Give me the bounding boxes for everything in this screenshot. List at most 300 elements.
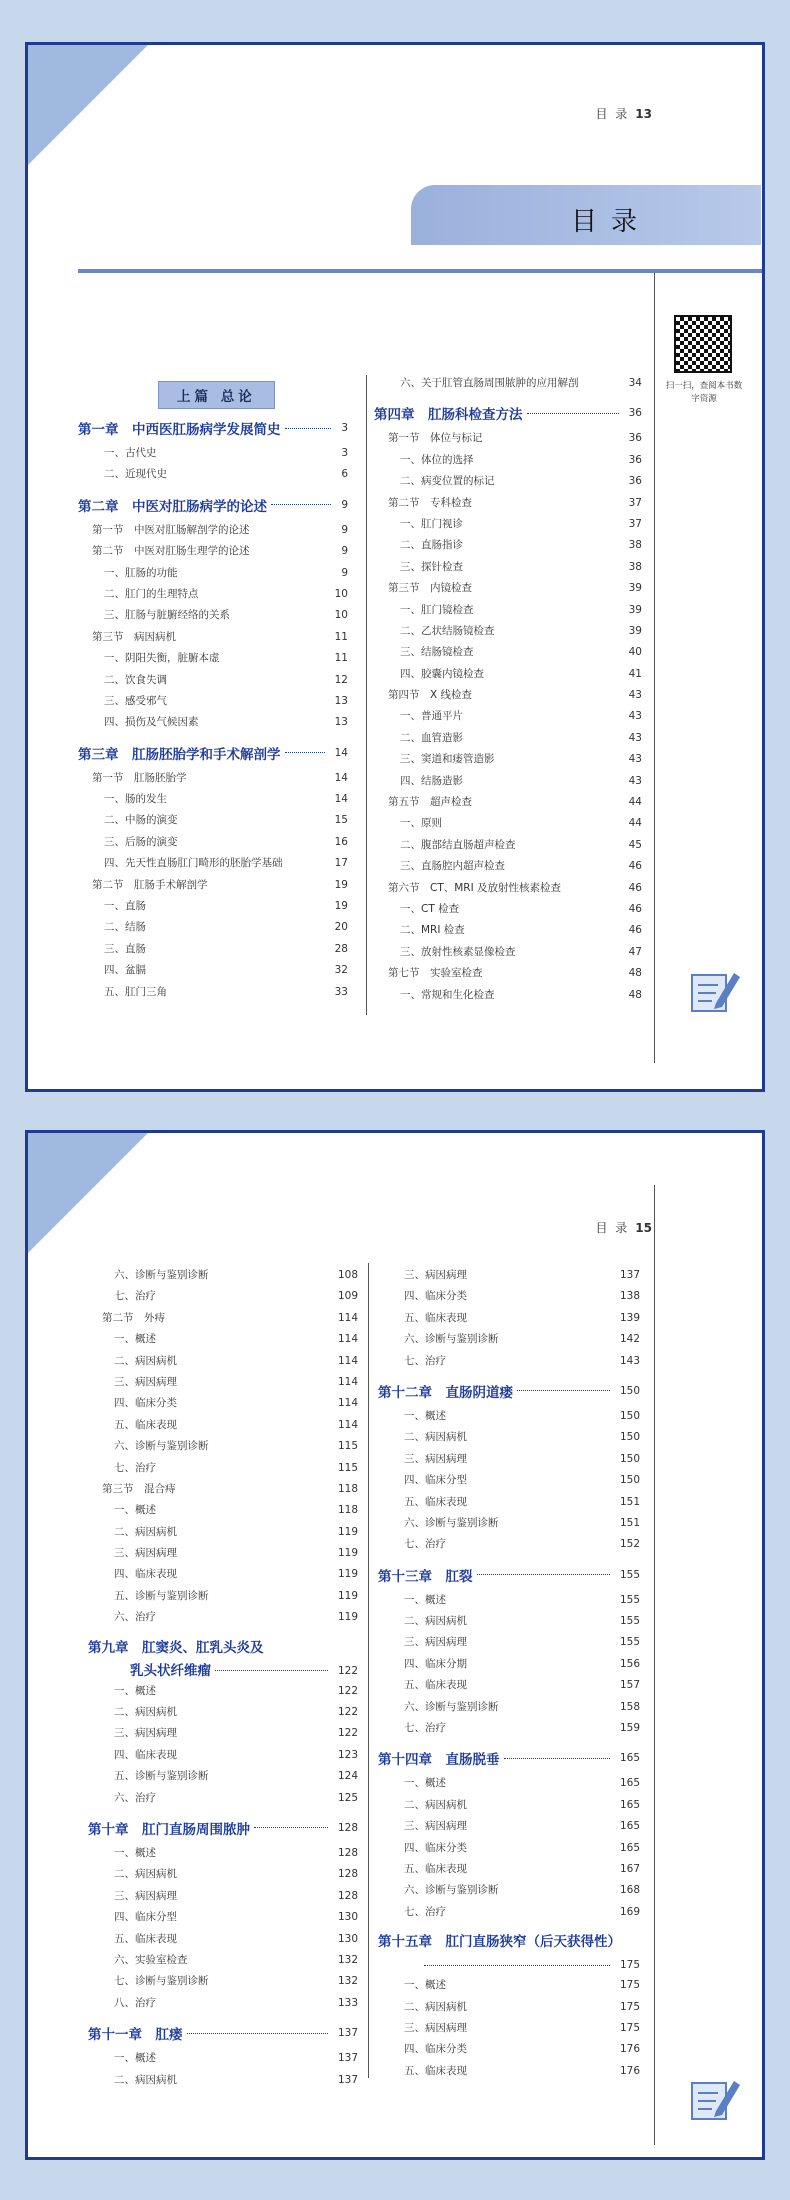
toc-entry-page: 128 — [337, 1868, 358, 1881]
toc-item[interactable] — [88, 1790, 358, 1811]
dot-leader — [285, 428, 332, 429]
toc-chapter[interactable] — [78, 736, 348, 770]
toc-section[interactable] — [78, 543, 348, 564]
toc-section[interactable] — [374, 430, 642, 451]
toc-section[interactable] — [78, 629, 348, 650]
toc-entry-page: 43 — [628, 774, 642, 787]
toc-entry-title: 第一章 中西医肛肠病学发展简史 — [78, 422, 281, 438]
toc-item[interactable] — [78, 898, 348, 919]
toc-section[interactable] — [78, 522, 348, 543]
toc-entry-title: 三、直肠腔内超声检查 — [400, 860, 505, 873]
toc-entry-page: 3 — [341, 422, 348, 434]
toc-item[interactable] — [88, 1267, 358, 1288]
toc-item[interactable] — [378, 1331, 640, 1352]
toc-entry-page: 36 — [628, 475, 642, 488]
toc-entry-title: 五、临床表现 — [404, 2064, 467, 2077]
toc-item[interactable] — [378, 1861, 640, 1882]
toc-item[interactable] — [88, 1704, 358, 1725]
toc-entry-page: 128 — [337, 1889, 358, 1902]
toc-entry-title: 二、MRI 检查 — [400, 924, 465, 937]
toc-entry-title: 第三节 病因病机 — [92, 630, 176, 643]
toc-entry-title: 三、探针检查 — [400, 560, 463, 573]
toc-entry-title: 四、先天性直肠肛门畸形的胚胎学基础 — [104, 857, 283, 870]
pencil-note-icon — [686, 965, 742, 1017]
running-header-label: 目 录 — [595, 107, 630, 121]
toc-entry-page: 13 — [334, 716, 348, 729]
toc-item[interactable] — [374, 623, 642, 644]
toc-item[interactable] — [88, 1866, 358, 1887]
toc-item[interactable] — [88, 1502, 358, 1523]
toc-item[interactable] — [88, 1909, 358, 1930]
toc-entry-page: 122 — [337, 1706, 358, 1719]
toc-item[interactable] — [374, 473, 642, 494]
toc-entry-page: 138 — [619, 1290, 640, 1303]
toc-entry-page: 48 — [628, 988, 642, 1001]
toc-entry-page: 45 — [628, 838, 642, 851]
toc-item[interactable] — [378, 1536, 640, 1557]
toc-entry-title: 七、治疗 — [404, 1722, 446, 1735]
toc-entry-page: 43 — [628, 753, 642, 766]
toc-entry-page: 175 — [619, 1959, 640, 1972]
toc-item[interactable] — [378, 1656, 640, 1677]
toc-item[interactable] — [78, 919, 348, 940]
dot-leader — [424, 1965, 610, 1966]
toc-item[interactable] — [88, 1845, 358, 1866]
toc-item[interactable] — [88, 1995, 358, 2016]
toc-item[interactable] — [378, 2041, 640, 2062]
column-divider — [366, 375, 367, 1015]
toc-entry-page: 114 — [337, 1375, 358, 1388]
toc-entry-page: 133 — [337, 1996, 358, 2009]
toc-entry-title: 三、病因病理 — [114, 1889, 177, 1902]
toc-item[interactable] — [88, 1545, 358, 1566]
toc-item[interactable] — [88, 1331, 358, 1352]
toc-entry-page: 122 — [337, 1727, 358, 1740]
toc-entry-title: 四、胶囊内镜检查 — [400, 667, 484, 680]
toc-chapter[interactable] — [88, 1631, 358, 1683]
toc-entry-title: 二、病因病机 — [114, 1868, 177, 1881]
toc-entry-title: 二、腹部结直肠超声检查 — [400, 838, 516, 851]
toc-item[interactable] — [378, 1634, 640, 1655]
toc-entry-title: 第一节 中医对肛肠解剖学的论述 — [92, 523, 250, 536]
toc-entry-title: 二、肛门的生理特点 — [104, 587, 199, 600]
toc-item[interactable] — [374, 987, 642, 1008]
toc-entry-page: 20 — [334, 921, 348, 934]
toc-item[interactable] — [88, 1588, 358, 1609]
toc-entry-title: 八、治疗 — [114, 1996, 156, 2009]
toc-item[interactable] — [378, 1472, 640, 1493]
toc-entry-page: 142 — [619, 1333, 640, 1346]
toc-entry-title: 三、病因病理 — [114, 1375, 177, 1388]
toc-entry-title: 二、病因病机 — [404, 1615, 467, 1628]
toc-entry-page: 165 — [619, 1841, 640, 1854]
toc-entry-page: 19 — [334, 900, 348, 913]
toc-entry-title: 一、肠的发生 — [104, 793, 167, 806]
toc-entry-page: 169 — [619, 1905, 640, 1918]
toc-item[interactable] — [378, 1592, 640, 1613]
toc-entry-page: 115 — [337, 1461, 358, 1474]
toc-entry-page: 152 — [619, 1538, 640, 1551]
toc-entry-page: 41 — [628, 667, 642, 680]
toc-entry-title: 六、诊断与鉴别诊断 — [114, 1440, 209, 1453]
toc-entry-page: 114 — [337, 1418, 358, 1431]
toc-entry-title: 一、常规和生化检查 — [400, 988, 495, 1001]
toc-item[interactable] — [78, 812, 348, 833]
toc-section[interactable] — [78, 877, 348, 898]
toc-entry-page: 40 — [628, 646, 642, 659]
toc-item[interactable] — [78, 714, 348, 735]
toc-item[interactable] — [78, 672, 348, 693]
toc-section[interactable] — [374, 965, 642, 986]
toc-entry-title: 一、概述 — [114, 2052, 156, 2065]
toc-item[interactable] — [374, 602, 642, 623]
toc-entry-page: 167 — [619, 1862, 640, 1875]
toc-entry-title: 四、临床分类 — [404, 2043, 467, 2056]
toc-title-band — [411, 185, 761, 245]
toc-entry-title: 第七节 实验室检查 — [388, 967, 483, 980]
toc-item[interactable] — [374, 944, 642, 965]
toc-item[interactable] — [88, 1952, 358, 1973]
toc-item[interactable] — [88, 1768, 358, 1789]
toc-entry-title: 一、古代史 — [104, 447, 157, 459]
toc-item[interactable] — [378, 1353, 640, 1374]
toc-item[interactable] — [374, 644, 642, 665]
toc-entry-page: 155 — [619, 1636, 640, 1649]
toc-entry-page: 119 — [337, 1589, 358, 1602]
toc-entry-title: 一、阴阳失衡，脏腑本虚 — [104, 652, 220, 665]
dot-leader — [215, 1670, 328, 1671]
toc-entry-page: 123 — [337, 1748, 358, 1761]
toc-entry-title: 六、诊断与鉴别诊断 — [404, 1333, 499, 1346]
toc-entry-title: 七、治疗 — [404, 1905, 446, 1918]
toc-item[interactable] — [378, 1720, 640, 1741]
toc-entry-page: 165 — [619, 1752, 640, 1765]
toc-entry-title: 七、治疗 — [114, 1461, 156, 1474]
running-header — [595, 105, 652, 122]
toc-chapter[interactable] — [378, 1925, 640, 1977]
toc-entry-title: 三、窦道和瘘管造影 — [400, 753, 495, 766]
toc-section[interactable] — [88, 1310, 358, 1331]
toc-section[interactable] — [374, 794, 642, 815]
toc-item[interactable] — [378, 1288, 640, 1309]
dot-leader — [527, 413, 619, 414]
toc-item[interactable] — [88, 1395, 358, 1416]
toc-item[interactable] — [374, 452, 642, 473]
toc-entry-page: 14 — [334, 793, 348, 806]
toc-item[interactable] — [78, 445, 348, 466]
toc-item[interactable] — [88, 1438, 358, 1459]
toc-section[interactable] — [374, 687, 642, 708]
toc-entry-title: 一、原则 — [400, 817, 442, 830]
toc-item[interactable] — [88, 1609, 358, 1630]
toc-entry-page: 132 — [337, 1975, 358, 1988]
toc-section[interactable] — [88, 1481, 358, 1502]
toc-entry-title: 第一节 体位与标记 — [388, 432, 483, 445]
toc-column-left — [88, 1267, 358, 2093]
toc-item[interactable] — [374, 751, 642, 772]
toc-item[interactable] — [88, 1888, 358, 1909]
toc-item[interactable] — [378, 1977, 640, 1998]
toc-entry-title: 二、病因病机 — [114, 2073, 177, 2086]
toc-entry-page: 137 — [337, 2052, 358, 2065]
toc-entry-page: 10 — [334, 609, 348, 622]
toc-entry-page: 139 — [619, 1311, 640, 1324]
toc-entry-title: 第二节 肛肠手术解剖学 — [92, 878, 208, 891]
toc-item[interactable] — [374, 815, 642, 836]
toc-item[interactable] — [88, 1566, 358, 1587]
toc-chapter[interactable] — [378, 1741, 640, 1775]
toc-entry-page: 46 — [628, 924, 642, 937]
toc-item[interactable] — [88, 1460, 358, 1481]
toc-entry-page: 9 — [341, 498, 348, 511]
toc-item[interactable] — [88, 1374, 358, 1395]
toc-entry-title: 六、诊断与鉴别诊断 — [404, 1884, 499, 1897]
toc-item[interactable] — [378, 1904, 640, 1925]
toc-item[interactable] — [378, 1818, 640, 1839]
toc-item[interactable] — [378, 1451, 640, 1472]
toc-entry-page: 39 — [628, 603, 642, 616]
toc-entry-title: 一、概述 — [114, 1684, 156, 1697]
toc-section[interactable] — [374, 880, 642, 901]
toc-item[interactable] — [374, 773, 642, 794]
toc-entry-page: 38 — [628, 560, 642, 573]
toc-chapter-line — [378, 1953, 640, 1977]
toc-item[interactable] — [374, 708, 642, 729]
toc-chapter[interactable] — [78, 411, 348, 445]
toc-entry-page: 34 — [628, 377, 642, 389]
toc-entry-title: 四、损伤及气候因素 — [104, 716, 199, 729]
toc-entry-page: 119 — [337, 1611, 358, 1624]
toc-entry-title: 五、临床表现 — [114, 1418, 177, 1431]
toc-entry-page: 37 — [628, 517, 642, 530]
toc-entry-title: 七、治疗 — [404, 1354, 446, 1367]
toc-entry-title: 六、关于肛管直肠周围脓肿的应用解剖 — [400, 377, 579, 389]
toc-entry-title: 二、病因病机 — [114, 1525, 177, 1538]
toc-item[interactable] — [378, 1699, 640, 1720]
toc-item[interactable] — [78, 607, 348, 628]
toc-item[interactable] — [78, 565, 348, 586]
toc-entry-title: 四、临床分类 — [404, 1290, 467, 1303]
toc-entry-title: 第一节 肛肠胚胎学 — [92, 771, 187, 784]
toc-item[interactable] — [378, 1797, 640, 1818]
toc-item[interactable] — [88, 1524, 358, 1545]
toc-entry-page: 128 — [337, 1846, 358, 1859]
toc-item[interactable] — [374, 837, 642, 858]
toc-entry-page: 9 — [341, 545, 348, 558]
toc-entry-title: 四、临床分类 — [114, 1397, 177, 1410]
toc-item[interactable] — [88, 1288, 358, 1309]
toc-item[interactable] — [78, 941, 348, 962]
toc-item[interactable] — [378, 1677, 640, 1698]
toc-entry-title: 五、肛门三角 — [104, 985, 167, 998]
toc-entry-page: 12 — [334, 673, 348, 686]
toc-item[interactable] — [378, 1840, 640, 1861]
toc-item[interactable] — [378, 1882, 640, 1903]
toc-entry-title: 六、诊断与鉴别诊断 — [114, 1269, 209, 1281]
toc-item[interactable] — [378, 1408, 640, 1429]
toc-entry-page: 9 — [341, 566, 348, 579]
toc-entry-page: 155 — [619, 1615, 640, 1628]
toc-entry-page: 114 — [337, 1311, 358, 1324]
dot-leader — [271, 504, 331, 505]
column-divider — [368, 1263, 369, 2078]
toc-entry-title: 第十三章 肛裂 — [378, 1568, 473, 1585]
toc-item[interactable] — [378, 1267, 640, 1288]
toc-entry-page: 33 — [334, 985, 348, 998]
toc-item[interactable] — [374, 559, 642, 580]
toc-chapter[interactable] — [378, 1558, 640, 1592]
toc-item[interactable] — [78, 650, 348, 671]
toc-entry-page: 39 — [628, 624, 642, 637]
toc-entry-title: 第二节 外痔 — [102, 1311, 165, 1324]
toc-item[interactable] — [374, 901, 642, 922]
toc-entry-page: 14 — [334, 746, 348, 759]
toc-entry-page: 36 — [628, 432, 642, 445]
toc-entry-page: 108 — [337, 1269, 358, 1281]
toc-item[interactable] — [378, 1310, 640, 1331]
toc-section[interactable] — [374, 495, 642, 516]
toc-item[interactable] — [88, 1353, 358, 1374]
toc-column-left — [78, 411, 348, 1005]
toc-entry-title: 四、临床表现 — [114, 1748, 177, 1761]
toc-item[interactable] — [88, 1417, 358, 1438]
toc-item[interactable] — [78, 466, 348, 487]
pencil-note-icon — [686, 2073, 742, 2125]
toc-item[interactable] — [88, 2072, 358, 2093]
toc-entry-title: 五、诊断与鉴别诊断 — [114, 1589, 209, 1602]
toc-chapter[interactable] — [378, 1374, 640, 1408]
toc-item[interactable] — [78, 693, 348, 714]
toc-item[interactable] — [88, 1973, 358, 1994]
toc-item[interactable] — [88, 2050, 358, 2071]
toc-item[interactable] — [78, 984, 348, 1005]
toc-entry-title: 一、概述 — [404, 1777, 446, 1790]
toc-entry-title: 一、肛门视诊 — [400, 517, 463, 530]
toc-item[interactable] — [378, 1494, 640, 1515]
toc-chapter[interactable] — [88, 1811, 358, 1845]
toc-item[interactable] — [374, 375, 642, 396]
toc-item[interactable] — [378, 1613, 640, 1634]
toc-entry-page: 156 — [619, 1657, 640, 1670]
toc-entry-title: 第四节 X 线检查 — [388, 689, 473, 702]
toc-item[interactable] — [88, 1725, 358, 1746]
toc-entry-page: 137 — [337, 2073, 358, 2086]
toc-entry-title: 三、肛肠与脏腑经络的关系 — [104, 609, 230, 622]
toc-entry-page: 43 — [628, 710, 642, 723]
toc-page-13 — [25, 42, 765, 1092]
toc-item[interactable] — [378, 2063, 640, 2084]
toc-item[interactable] — [78, 962, 348, 983]
toc-item[interactable] — [88, 1683, 358, 1704]
toc-chapter[interactable] — [374, 396, 642, 430]
toc-item[interactable] — [88, 1931, 358, 1952]
toc-entry-title: 六、诊断与鉴别诊断 — [404, 1700, 499, 1713]
toc-entry-title: 第十一章 肛瘘 — [88, 2027, 183, 2044]
toc-item[interactable] — [78, 834, 348, 855]
toc-item[interactable] — [374, 666, 642, 687]
toc-entry-title: 七、治疗 — [114, 1290, 156, 1303]
toc-item[interactable] — [378, 2020, 640, 2041]
toc-entry-page: 38 — [628, 539, 642, 552]
toc-entry-title: 第十二章 直肠阴道瘘 — [378, 1384, 513, 1401]
toc-item[interactable] — [378, 1515, 640, 1536]
toc-section[interactable] — [374, 580, 642, 601]
toc-entry-page: 132 — [337, 1953, 358, 1966]
toc-entry-title: 六、实验室检查 — [114, 1953, 188, 1966]
toc-entry-title: 一、普通平片 — [400, 710, 463, 723]
toc-section[interactable] — [78, 770, 348, 791]
toc-entry-page: 43 — [628, 731, 642, 744]
toc-page-15 — [25, 1130, 765, 2160]
toc-entry-page: 17 — [334, 857, 348, 870]
toc-item[interactable] — [374, 516, 642, 537]
toc-entry-page: 159 — [619, 1722, 640, 1735]
toc-entry-title: 第二节 专科检查 — [388, 496, 472, 509]
toc-item[interactable] — [374, 537, 642, 558]
toc-entry-page: 118 — [337, 1504, 358, 1517]
toc-item[interactable] — [378, 1429, 640, 1450]
toc-entry-page: 150 — [619, 1409, 640, 1422]
toc-entry-page: 11 — [334, 652, 348, 665]
toc-item[interactable] — [78, 855, 348, 876]
dot-leader — [254, 1827, 328, 1828]
toc-entry-title: 二、血管造影 — [400, 731, 463, 744]
toc-entry-page: 36 — [628, 407, 642, 420]
toc-chapter[interactable] — [78, 488, 348, 522]
toc-item[interactable] — [374, 922, 642, 943]
toc-chapter[interactable] — [88, 2016, 358, 2050]
toc-entry-page: 150 — [619, 1384, 640, 1397]
toc-entry-title: 三、病因病理 — [404, 2021, 467, 2034]
toc-item[interactable] — [88, 1747, 358, 1768]
toc-entry-title-continued: 乳头状纤维瘤 — [130, 1662, 211, 1679]
toc-item[interactable] — [378, 1999, 640, 2020]
toc-item[interactable] — [378, 1775, 640, 1796]
toc-entry-page: 150 — [619, 1452, 640, 1465]
toc-entry-title: 二、饮食失调 — [104, 673, 167, 686]
toc-entry-title: 三、病因病理 — [404, 1269, 467, 1281]
toc-entry-page: 47 — [628, 945, 642, 958]
toc-entry-page: 119 — [337, 1547, 358, 1560]
toc-entry-page: 43 — [628, 689, 642, 702]
toc-entry-title: 四、结肠造影 — [400, 774, 463, 787]
dot-leader — [477, 1574, 610, 1575]
dot-leader — [285, 752, 325, 753]
toc-item[interactable] — [78, 586, 348, 607]
toc-entry-page: 119 — [337, 1525, 358, 1538]
toc-entry-page: 14 — [334, 771, 348, 784]
toc-entry-page: 109 — [337, 1290, 358, 1303]
toc-entry-title: 四、临床分期 — [404, 1657, 467, 1670]
toc-entry-page: 124 — [337, 1770, 358, 1783]
dot-leader — [504, 1758, 610, 1759]
toc-entry-title: 一、体位的选择 — [400, 453, 474, 466]
toc-entry-page: 118 — [337, 1482, 358, 1495]
toc-entry-page: 122 — [337, 1684, 358, 1697]
qr-caption: 扫一扫，查阅本书数字资源 — [665, 381, 743, 404]
part-label: 上篇 总论 — [158, 381, 275, 409]
page-corner-decoration — [28, 45, 148, 165]
toc-entry-title: 三、直肠 — [104, 942, 146, 955]
toc-item[interactable] — [374, 858, 642, 879]
toc-item[interactable] — [78, 791, 348, 812]
qr-code-icon[interactable] — [674, 315, 732, 373]
toc-chapter-line — [88, 1659, 358, 1683]
toc-entry-page: 114 — [337, 1354, 358, 1367]
toc-entry-title: 一、CT 检查 — [400, 902, 460, 915]
toc-item[interactable] — [374, 730, 642, 751]
toc-entry-page: 130 — [337, 1911, 358, 1924]
